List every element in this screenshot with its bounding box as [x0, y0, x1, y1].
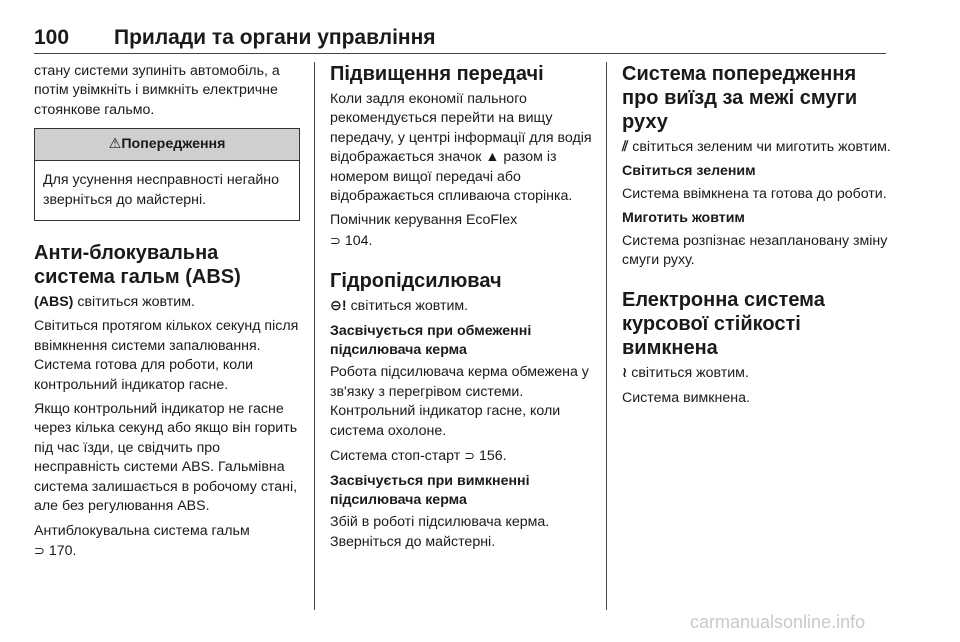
booster-heading: Гідропідсилювач: [330, 270, 502, 293]
green-paragraph: Система ввімкнена та готова до роботи.: [622, 185, 887, 202]
limited-reference: Система стоп-старт ⊃ 156.: [330, 448, 507, 465]
upshift-reference: Помічник керування EcoFlex ⊃ 104.: [330, 212, 518, 249]
esc-heading: Електронна система курсової стійкості вимкнена: [622, 289, 825, 360]
page-header: [34, 26, 886, 54]
warning-header: [35, 129, 299, 161]
warning-title: Попередження: [121, 136, 226, 153]
booster-indicator-text: ⊖! світиться жовтим.: [330, 298, 469, 315]
lane-departure-icon: ⫽: [622, 139, 629, 155]
upshift-heading: Підвищення передачі: [330, 63, 544, 85]
esc-indicator-text: ≀ світиться жовтим.: [622, 365, 749, 382]
column-divider-2: [606, 62, 607, 610]
limited-paragraph-1: Робота підсилювача керма обмежена у зв'язку з перегрівом системи. Контрольний індикатор гасне, коли система охолоне.: [330, 364, 589, 439]
intro-text: стану системи зупиніть автомобіль, а потім увімкніть і вимкніть електричне стоянкове гальмо.: [34, 63, 280, 118]
column-3: [622, 62, 892, 413]
abs-heading: Анти-блокувальна система гальм (ABS): [34, 242, 241, 289]
abs-reference: Антиблокувальна система гальм ⊃ 170.: [34, 522, 250, 559]
column-1: [34, 62, 300, 566]
page-link[interactable]: 104.: [344, 232, 373, 249]
warning-box: [34, 128, 300, 221]
off-paragraph-1: Збій в роботі підсилювача керма. Зверніться до майстерні.: [330, 514, 550, 550]
lane-heading: Система попередження про виїзд за межі смуги руху: [622, 63, 858, 133]
limited-heading: Засвічується при обмеженні підсилювача керма: [330, 322, 532, 359]
lane-indicator-text: ⫽ світиться зеленим чи миготить жовтим.: [622, 139, 891, 155]
esc-paragraph-2: Система вимкнена.: [622, 389, 750, 406]
warning-icon: ⚠: [108, 136, 122, 153]
abs-icon: (ABS): [34, 294, 74, 311]
off-heading: Засвічується при вимкненні підсилювача керма: [330, 472, 530, 508]
abs-paragraph-2: Світиться протягом кількох секунд після ввімкнення системи запалювання. Система готова для роботи, коли контрольний індикатор гасне.: [34, 318, 299, 393]
page-number: 100: [34, 26, 70, 49]
header-divider: [34, 53, 886, 54]
esc-off-icon: ≀: [622, 365, 628, 382]
abs-paragraph-3: Якщо контрольний індикатор не гасне через кілька секунд або якщо він горить під час їзди, це свідчить про несправність системи ABS. Гальмівна система залишається в робочому стані, але без регулювання ABS.: [34, 401, 298, 515]
flash-heading: Миготить жовтим: [622, 210, 745, 227]
flash-paragraph: Система розпізнає незаплановану зміну смуги руху.: [622, 232, 888, 269]
steering-warning-icon: ⊖!: [330, 298, 347, 315]
warning-text: Для усунення несправності негайно зверніться до майстерні.: [43, 172, 280, 208]
green-heading: Світиться зеленим: [622, 163, 756, 180]
watermark: carmanualsonline.info: [690, 612, 866, 632]
reference-arrow-icon: ⊃: [330, 232, 341, 248]
reference-arrow-icon: ⊃: [464, 448, 476, 464]
page-title: Прилади та органи управління: [114, 26, 436, 49]
abs-indicator-text: (ABS) світиться жовтим.: [34, 294, 195, 311]
reference-arrow-icon: ⊃: [34, 542, 45, 558]
page-link[interactable]: 170.: [48, 542, 77, 559]
page-link[interactable]: 156.: [479, 448, 507, 465]
upshift-paragraph-1: Коли задля економії пального рекомендується перейти на вищу передачу, у центрі інформації для водія відображається значок ▲ разом із номером вищої передачі або відображається спливаюча сторінка.: [330, 91, 592, 205]
column-divider-1: [314, 62, 315, 610]
column-2: [330, 62, 594, 557]
